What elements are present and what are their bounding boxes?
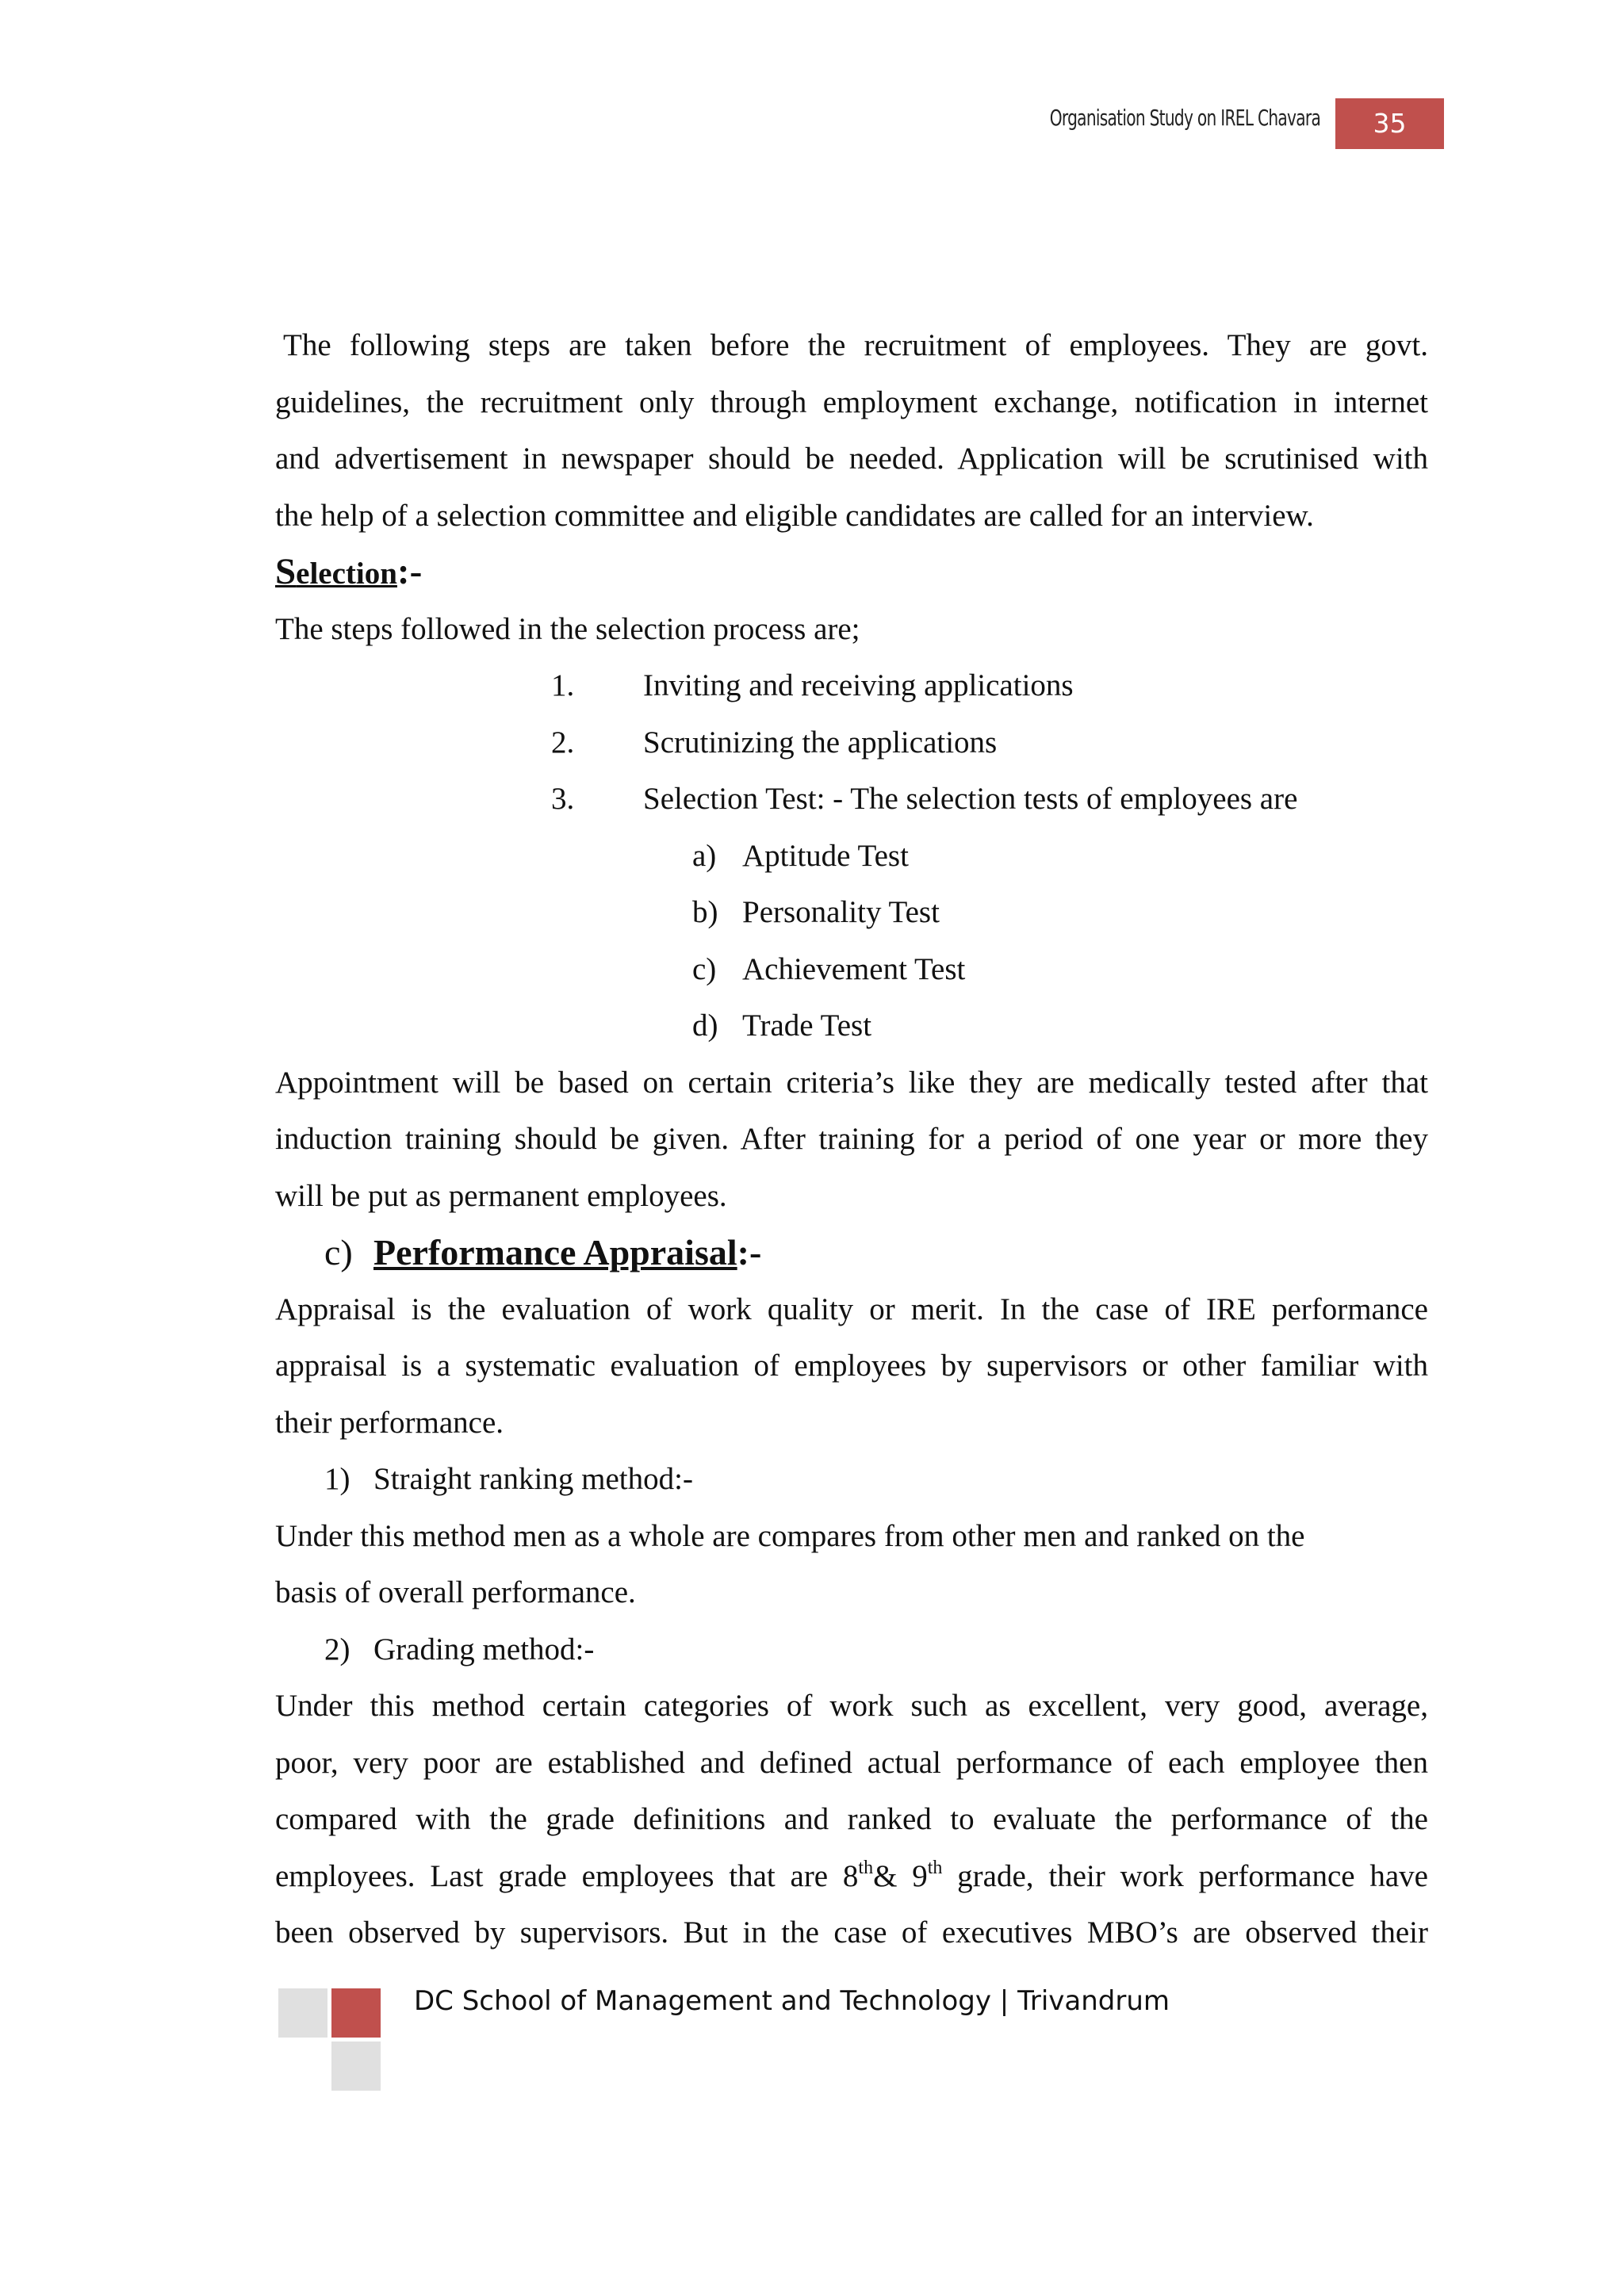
selection-heading-suffix: :- [396,551,423,592]
header-title: Organisation Study on IREL Chavara [1049,105,1320,131]
step-number: 3. [551,782,575,816]
method-1-title [275,1451,1428,1508]
footer-decor-square-gray [331,2042,381,2091]
selection-step [275,714,1428,771]
line-part: employees. Last grade employees that are 8 [275,1858,859,1893]
method-label: 2) [324,1632,350,1667]
appointment-line-1: Appointment will be based on certain criteria’s like they are medically tested after that [275,1065,1428,1100]
line-part: & 9 [873,1858,928,1893]
footer-decor-square-red [331,1988,381,2038]
appointment-line-2: induction training should be given. After training for a period of one year or more they [275,1122,1428,1156]
page-number-badge: 35 [1335,98,1444,149]
test-label: b) [692,895,718,929]
footer-text: DC School of Management and Technology | Trivandrum [414,1985,1170,2017]
selection-test-item [275,884,1428,941]
performance-appraisal-heading [275,1224,1428,1281]
selection-step [275,657,1428,714]
appointment-line-3: will be put as permanent employees. [275,1178,727,1213]
heading-label: c) [324,1232,353,1272]
intro-line-2: guidelines, the recruitment only through employment exchange, notification in internet [275,385,1428,419]
step-text: Inviting and receiving applications [643,668,1074,702]
test-label: a) [692,838,717,873]
intro-line-4: the help of a selection committee and eligible candidates are called for an interview. [275,498,1314,533]
test-label: d) [692,1008,718,1043]
appraisal-line-2: appraisal is a systematic evaluation of employees by supervisors or other familiar with [275,1349,1428,1383]
method-2-line-3: compared with the grade definitions and ranked to evaluate the performance of the [275,1802,1428,1836]
superscript: th [858,1857,874,1878]
test-label: c) [692,951,717,986]
step-text: Scrutinizing the applications [643,725,998,760]
method-2-line-1: Under this method certain categories of work such as excellent, very good, average, [275,1689,1428,1723]
selection-test-item [275,828,1428,885]
appraisal-line-1: Appraisal is the evaluation of work quality or merit. In the case of IRE performance [275,1292,1428,1326]
method-1-line-2: basis of overall performance. [275,1575,636,1609]
method-2-line-4 [275,1848,1428,1905]
heading-text: Performance Appraisal [373,1232,737,1272]
method-2-line-2: poor, very poor are established and defined actual performance of each employee then [275,1745,1428,1780]
selection-test-item [275,997,1428,1054]
method-1-line-1: Under this method men as a whole are compares from other men and ranked on the [275,1518,1305,1553]
test-text: Personality Test [742,895,940,929]
superscript: th [927,1857,943,1878]
selection-intro: The steps followed in the selection process are; [275,611,860,646]
method-title: Straight ranking method:- [373,1462,693,1496]
page-body [275,317,1428,1961]
method-2-title [275,1621,1428,1678]
method-title: Grading method:- [373,1632,595,1667]
method-label: 1) [324,1462,350,1496]
intro-line-3: and advertisement in newspaper should be needed. Application will be scrutinised with [275,442,1428,476]
selection-heading-initial: S [275,551,297,592]
appraisal-line-3: their performance. [275,1405,504,1440]
step-text: Selection Test: - The selection tests of employees are [643,782,1298,816]
intro-line-1: The following steps are taken before the recruitment of employees. They are govt. [283,328,1428,362]
test-text: Trade Test [742,1008,872,1043]
method-2-line-5: been observed by supervisors. But in the case of executives MBO’s are observed their [275,1915,1428,1950]
test-text: Aptitude Test [742,838,909,873]
selection-heading-rest: election [296,557,397,591]
selection-step [275,771,1428,828]
step-number: 2. [551,725,575,760]
selection-heading [275,544,1428,601]
test-text: Achievement Test [742,951,966,986]
selection-test-item [275,941,1428,998]
step-number: 1. [551,668,575,702]
footer-decor-square-gray [278,1988,327,2038]
line-part: grade, their work performance have [942,1858,1428,1893]
heading-suffix: :- [737,1232,762,1272]
